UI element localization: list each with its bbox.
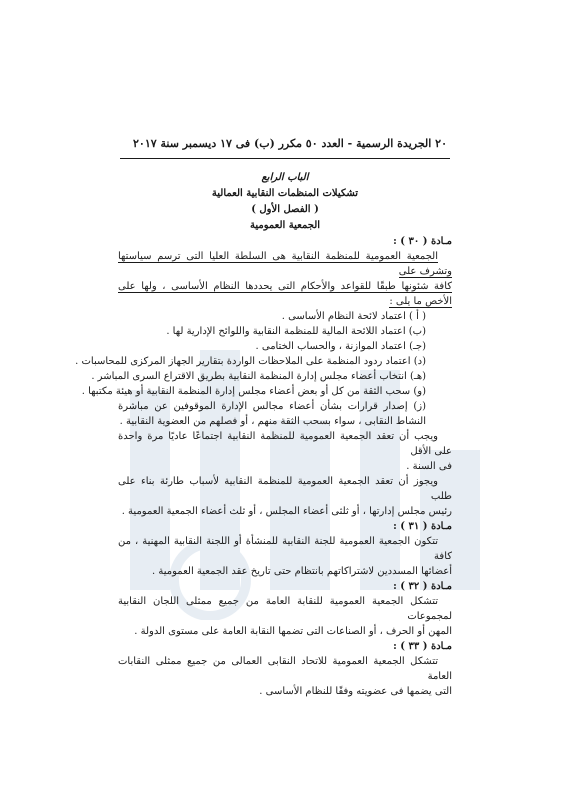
article-30-item-b: (ب) اعتماد اللائحة المالية للمنظمة النقابية واللوائح الإدارية لها . (166, 326, 426, 337)
article-32-line-1: تتشكل الجمعية العمومية للنقابة العامة من جميع ممثلى اللجان النقابية لمجموعات (118, 596, 452, 622)
chapter-title: الجمعية العمومية (249, 220, 321, 231)
article-30-item-d: (د) اعتماد ردود المنظمة على الملاحظات الواردة بتقارير الجهاز المركزى للمحاسبات . (75, 356, 426, 367)
article-30-item-c: (جـ) اعتماد الموازنة ، والحساب الختامى . (255, 341, 426, 352)
article-30-para-2-line-2: رئيس مجلس إدارتها ، أو ثلثى أعضاء المجلس ، أو ثلث أعضاء الجمعية العمومية . (121, 506, 452, 517)
article-31-line-2: أعضائها المسددين لاشتراكاتهم بانتظام حتى تاريخ عقد الجمعية العمومية . (152, 566, 452, 577)
article-33-label: مـادة ( ٣٣ ) : (393, 641, 452, 652)
article-30-intro-line-2: كافة شئونها طبقًا للقواعد والأحكام التى يحددها النظام الأساسى ، ولها على الأخص ما يلى : (118, 281, 452, 307)
article-30-label: مـادة ( ٣٠ ) : (393, 236, 452, 247)
part-heading: الباب الرابع (261, 172, 309, 183)
header-rule (120, 158, 450, 159)
article-30-para-2-line-1: ويجوز أن تعقد الجمعية العمومية للمنظمة النقابية لأسباب طارئة بناء على طلب (118, 476, 452, 502)
article-32-line-2: المهن أو الحرف ، أو الصناعات التى تضمها النقابة العامة على مستوى الدولة . (134, 626, 452, 637)
article-33-line-2: التى يضمها فى عضويته وفقًا للنظام الأساسى . (259, 686, 452, 697)
running-head: ٢٠ الجريدة الرسمية - العدد ٥٠ مكرر (ب) فى ١٧ ديسمبر سنة ٢٠١٧ (133, 137, 447, 150)
article-33-line-1: تتشكل الجمعية العمومية للاتحاد النقابى العمالى من جميع ممثلى النقابات العامة (118, 656, 452, 682)
document-body (75, 170, 452, 699)
article-30-item-f: (و) سحب الثقة من كل أو بعض أعضاء مجلس إدارة المنظمة النقابية أو هيئة مكتبها . (81, 386, 426, 397)
chapter-heading: ( الفصل الأول ) (251, 204, 319, 215)
article-30-intro-line-1: الجمعية العمومية للمنظمة النقابية هى السلطة العليا التى ترسم سياستها وتشرف على (118, 251, 452, 277)
article-30-para-1-line-2: فى السنة . (406, 461, 452, 472)
article-31-label: مـادة ( ٣١ ) : (393, 521, 452, 532)
article-30-item-e: (هـ) انتخاب أعضاء مجلس إدارة المنظمة النقابية بطريق الاقتراع السرى المباشر . (91, 371, 426, 382)
part-title: تشكيلات المنظمات النقابية العمالية (211, 188, 359, 199)
article-30-item-a: ( أ ) اعتماد لائحة النظام الأساسى . (281, 311, 426, 322)
article-31-line-1: تتكون الجمعية العمومية للجنة النقابية للمنشأة أو اللجنة النقابية المهنية ، من كافة (118, 536, 452, 562)
article-30-item-g: (ز) إصدار قرارات بشأن أعضاء مجالس الإدارة الموقوفين عن مباشرة النشاط النقابى ، سواء بسحب الثقة منهم ، أو فصلهم من العضوية النقابية . (118, 401, 426, 427)
article-32-label: مـادة ( ٣٢ ) : (393, 581, 452, 592)
article-30-para-1-line-1: ويجب أن تعقد الجمعية العمومية للمنظمة النقابية اجتماعًا عاديًا مرة واحدة على الأقل (118, 431, 452, 457)
